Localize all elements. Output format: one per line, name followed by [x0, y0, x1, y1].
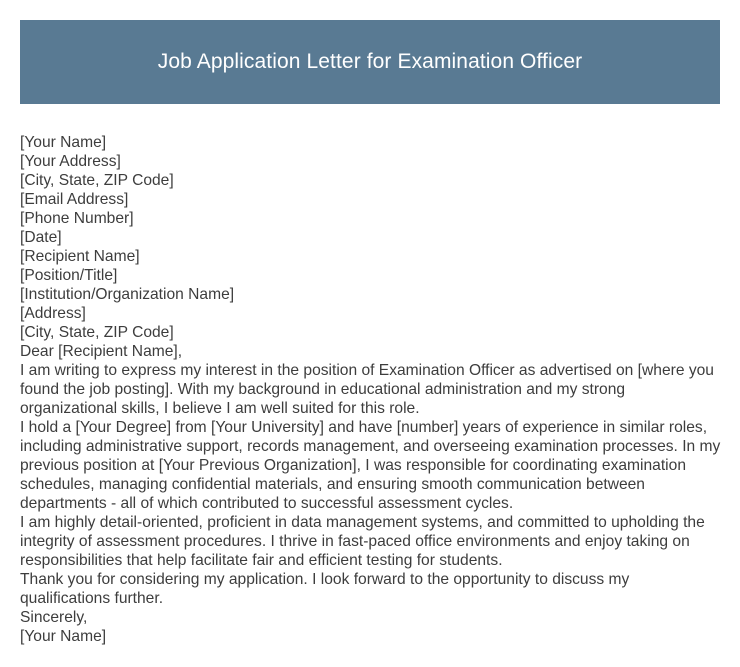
page-title: Job Application Letter for Examination Officer [157, 50, 583, 73]
body-paragraph: I am writing to express my interest in the position of Examination Officer as advertised on [where you found the job posting]. With my background in educational administration and my strong organizational skills, I believe I am well suited for this role. [20, 362, 714, 417]
closing: Sincerely, [20, 609, 88, 626]
sender-email: [Email Address] [20, 191, 129, 208]
recipient-city-state-zip: [City, State, ZIP Code] [20, 324, 174, 341]
body-paragraph: I hold a [Your Degree] from [Your University] and have [number] years of experience in similar roles, including administrative support, records management, and overseeing examination processes. In my previous position at [Your Previous Organization], I was responsible for coordinating examination schedules, managing confidential materials, and ensuring smooth communication between departments - all of which contributed to successful assessment cycles. [20, 419, 721, 512]
signature: [Your Name] [20, 628, 107, 645]
recipient-institution: [Institution/Organization Name] [20, 286, 235, 303]
body-paragraph: Thank you for considering my application. I look forward to the opportunity to discuss my qualifications further. [20, 571, 630, 607]
recipient-position: [Position/Title] [20, 267, 118, 284]
sender-phone: [Phone Number] [20, 210, 134, 227]
recipient-address: [Address] [20, 305, 86, 322]
title-banner [20, 20, 720, 104]
letter-date: [Date] [20, 229, 62, 246]
sender-city-state-zip: [City, State, ZIP Code] [20, 172, 174, 189]
salutation: Dear [Recipient Name], [20, 343, 183, 360]
letter-body [20, 133, 722, 646]
recipient-name: [Recipient Name] [20, 248, 140, 265]
body-paragraph: I am highly detail-oriented, proficient in data management systems, and committed to upholding the integrity of assessment procedures. I thrive in fast-paced office environments and enjoy taking on responsibilities that help facilitate fair and efficient testing for students. [20, 514, 705, 569]
sender-name: [Your Name] [20, 134, 107, 151]
sender-address: [Your Address] [20, 153, 121, 170]
